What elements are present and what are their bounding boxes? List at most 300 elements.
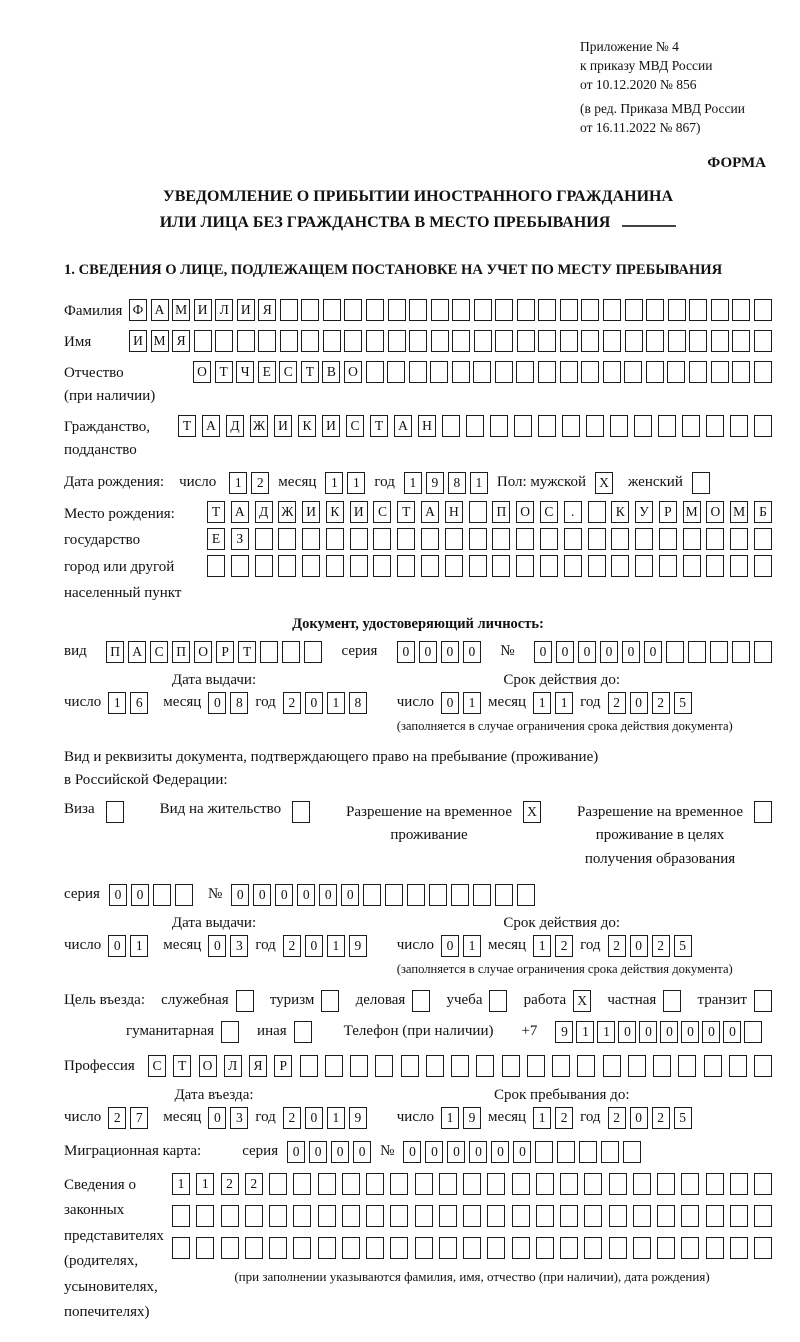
char-cell[interactable] [415, 1237, 433, 1259]
char-cell[interactable] [463, 1237, 481, 1259]
char-cell[interactable]: Д [226, 415, 244, 437]
char-cell[interactable] [474, 299, 492, 321]
char-cell[interactable]: 0 [639, 1021, 657, 1043]
char-cell[interactable] [318, 1237, 336, 1259]
char-cell[interactable]: М [151, 330, 169, 352]
char-cell[interactable] [754, 1173, 772, 1195]
char-cell[interactable] [463, 1173, 481, 1195]
char-cell[interactable] [269, 1205, 287, 1227]
char-cell[interactable] [430, 361, 448, 383]
char-cell[interactable] [304, 641, 322, 663]
char-cell[interactable]: 3 [230, 935, 248, 957]
char-cell[interactable] [278, 555, 296, 577]
char-cell[interactable] [635, 528, 653, 550]
char-cell[interactable] [363, 884, 381, 906]
char-cell[interactable] [581, 330, 599, 352]
char-cell[interactable]: Л [224, 1055, 242, 1077]
char-cell[interactable] [469, 501, 487, 523]
char-cell[interactable]: 1 [327, 935, 345, 957]
char-cell[interactable]: 1 [533, 1107, 551, 1129]
checkbox-cell[interactable] [754, 990, 772, 1012]
char-cell[interactable]: 5 [674, 1107, 692, 1129]
char-cell[interactable] [517, 299, 535, 321]
char-cell[interactable] [175, 884, 193, 906]
char-cell[interactable]: О [193, 361, 211, 383]
char-cell[interactable] [689, 299, 707, 321]
char-cell[interactable] [603, 299, 621, 321]
char-cell[interactable]: П [172, 641, 190, 663]
char-cell[interactable] [350, 528, 368, 550]
char-cell[interactable] [732, 330, 750, 352]
char-cell[interactable] [387, 361, 405, 383]
checkbox-cell[interactable] [692, 472, 710, 494]
char-cell[interactable]: 2 [221, 1173, 239, 1195]
char-cell[interactable] [221, 1237, 239, 1259]
char-cell[interactable] [318, 1205, 336, 1227]
char-cell[interactable] [280, 299, 298, 321]
char-cell[interactable] [269, 1237, 287, 1259]
char-cell[interactable] [609, 1205, 627, 1227]
char-cell[interactable] [668, 299, 686, 321]
char-cell[interactable]: Я [258, 299, 276, 321]
char-cell[interactable] [730, 555, 748, 577]
char-cell[interactable]: И [129, 330, 147, 352]
char-cell[interactable]: Н [418, 415, 436, 437]
char-cell[interactable]: Р [274, 1055, 292, 1077]
char-cell[interactable]: 0 [287, 1141, 305, 1163]
char-cell[interactable]: И [302, 501, 320, 523]
char-cell[interactable]: Д [255, 501, 273, 523]
char-cell[interactable] [625, 330, 643, 352]
char-cell[interactable] [237, 330, 255, 352]
char-cell[interactable] [657, 1237, 675, 1259]
char-cell[interactable] [516, 361, 534, 383]
char-cell[interactable]: 0 [297, 884, 315, 906]
char-cell[interactable]: А [231, 501, 249, 523]
char-cell[interactable] [469, 528, 487, 550]
char-cell[interactable]: 2 [245, 1173, 263, 1195]
char-cell[interactable] [744, 1021, 762, 1043]
char-cell[interactable] [153, 884, 171, 906]
char-cell[interactable] [445, 528, 463, 550]
char-cell[interactable] [635, 555, 653, 577]
char-cell[interactable] [536, 1237, 554, 1259]
char-cell[interactable] [754, 555, 772, 577]
char-cell[interactable]: П [492, 501, 510, 523]
char-cell[interactable]: Е [207, 528, 225, 550]
char-cell[interactable]: А [202, 415, 220, 437]
checkbox-cell[interactable]: X [595, 472, 613, 494]
char-cell[interactable]: Ф [129, 299, 147, 321]
char-cell[interactable] [280, 330, 298, 352]
char-cell[interactable]: О [706, 501, 724, 523]
char-cell[interactable] [375, 1055, 393, 1077]
char-cell[interactable] [344, 299, 362, 321]
char-cell[interactable] [385, 884, 403, 906]
char-cell[interactable]: 9 [555, 1021, 573, 1043]
char-cell[interactable]: 0 [397, 641, 415, 663]
char-cell[interactable]: 2 [555, 1107, 573, 1129]
char-cell[interactable]: 0 [447, 1141, 465, 1163]
char-cell[interactable] [474, 330, 492, 352]
checkbox-cell[interactable] [489, 990, 507, 1012]
char-cell[interactable]: 1 [463, 935, 481, 957]
checkbox-cell[interactable] [236, 990, 254, 1012]
char-cell[interactable] [490, 415, 508, 437]
char-cell[interactable] [451, 884, 469, 906]
char-cell[interactable]: 2 [251, 472, 269, 494]
char-cell[interactable] [196, 1237, 214, 1259]
char-cell[interactable] [495, 299, 513, 321]
char-cell[interactable] [564, 555, 582, 577]
char-cell[interactable] [326, 528, 344, 550]
char-cell[interactable] [681, 1205, 699, 1227]
char-cell[interactable] [668, 330, 686, 352]
char-cell[interactable] [584, 1173, 602, 1195]
char-cell[interactable]: 1 [325, 472, 343, 494]
char-cell[interactable] [293, 1205, 311, 1227]
char-cell[interactable] [366, 299, 384, 321]
char-cell[interactable] [397, 528, 415, 550]
char-cell[interactable] [255, 528, 273, 550]
char-cell[interactable] [588, 528, 606, 550]
char-cell[interactable]: М [683, 501, 701, 523]
char-cell[interactable] [601, 1141, 619, 1163]
char-cell[interactable]: 1 [108, 692, 126, 714]
char-cell[interactable] [706, 555, 724, 577]
char-cell[interactable]: 0 [305, 692, 323, 714]
char-cell[interactable] [682, 415, 700, 437]
char-cell[interactable] [366, 1205, 384, 1227]
char-cell[interactable] [754, 1237, 772, 1259]
checkbox-cell[interactable] [292, 801, 310, 823]
char-cell[interactable] [325, 1055, 343, 1077]
char-cell[interactable] [588, 555, 606, 577]
char-cell[interactable] [588, 501, 606, 523]
char-cell[interactable] [342, 1173, 360, 1195]
char-cell[interactable]: 0 [644, 641, 662, 663]
char-cell[interactable] [560, 1205, 578, 1227]
char-cell[interactable]: 1 [347, 472, 365, 494]
char-cell[interactable]: 0 [275, 884, 293, 906]
char-cell[interactable]: М [730, 501, 748, 523]
char-cell[interactable] [659, 528, 677, 550]
char-cell[interactable]: 2 [283, 935, 301, 957]
char-cell[interactable]: С [540, 501, 558, 523]
char-cell[interactable] [469, 555, 487, 577]
char-cell[interactable]: 0 [341, 884, 359, 906]
char-cell[interactable] [245, 1237, 263, 1259]
char-cell[interactable]: И [350, 501, 368, 523]
char-cell[interactable] [560, 361, 578, 383]
char-cell[interactable] [688, 641, 706, 663]
char-cell[interactable] [487, 1173, 505, 1195]
char-cell[interactable]: А [421, 501, 439, 523]
char-cell[interactable]: 2 [608, 1107, 626, 1129]
char-cell[interactable] [732, 361, 750, 383]
char-cell[interactable] [552, 1055, 570, 1077]
char-cell[interactable] [609, 1173, 627, 1195]
char-cell[interactable]: С [150, 641, 168, 663]
char-cell[interactable]: О [194, 641, 212, 663]
char-cell[interactable] [318, 1173, 336, 1195]
char-cell[interactable] [710, 641, 728, 663]
char-cell[interactable]: В [322, 361, 340, 383]
char-cell[interactable]: 2 [652, 692, 670, 714]
char-cell[interactable] [706, 1173, 724, 1195]
checkbox-cell[interactable]: X [523, 801, 541, 823]
char-cell[interactable] [487, 1237, 505, 1259]
char-cell[interactable]: А [128, 641, 146, 663]
char-cell[interactable] [350, 1055, 368, 1077]
char-cell[interactable]: 5 [674, 935, 692, 957]
char-cell[interactable] [278, 528, 296, 550]
char-cell[interactable] [646, 361, 664, 383]
char-cell[interactable] [711, 299, 729, 321]
char-cell[interactable]: 0 [534, 641, 552, 663]
char-cell[interactable] [633, 1173, 651, 1195]
char-cell[interactable] [342, 1205, 360, 1227]
char-cell[interactable] [388, 299, 406, 321]
char-cell[interactable] [562, 415, 580, 437]
char-cell[interactable] [540, 555, 558, 577]
char-cell[interactable] [415, 1173, 433, 1195]
char-cell[interactable] [538, 299, 556, 321]
char-cell[interactable] [586, 415, 604, 437]
char-cell[interactable]: 1 [597, 1021, 615, 1043]
char-cell[interactable] [426, 1055, 444, 1077]
char-cell[interactable] [269, 1173, 287, 1195]
char-cell[interactable] [390, 1173, 408, 1195]
char-cell[interactable]: 0 [109, 884, 127, 906]
char-cell[interactable]: 0 [331, 1141, 349, 1163]
char-cell[interactable] [527, 1055, 545, 1077]
char-cell[interactable]: Н [445, 501, 463, 523]
char-cell[interactable] [445, 555, 463, 577]
char-cell[interactable]: 0 [491, 1141, 509, 1163]
char-cell[interactable]: 0 [231, 884, 249, 906]
char-cell[interactable]: 0 [441, 692, 459, 714]
char-cell[interactable]: К [298, 415, 316, 437]
char-cell[interactable] [473, 884, 491, 906]
char-cell[interactable] [564, 528, 582, 550]
char-cell[interactable]: 1 [229, 472, 247, 494]
char-cell[interactable]: 1 [441, 1107, 459, 1129]
char-cell[interactable] [581, 361, 599, 383]
char-cell[interactable] [730, 1237, 748, 1259]
char-cell[interactable] [452, 330, 470, 352]
char-cell[interactable]: Т [215, 361, 233, 383]
char-cell[interactable]: С [346, 415, 364, 437]
char-cell[interactable] [172, 1205, 190, 1227]
char-cell[interactable]: О [344, 361, 362, 383]
char-cell[interactable] [260, 641, 278, 663]
char-cell[interactable]: 1 [576, 1021, 594, 1043]
char-cell[interactable] [487, 1205, 505, 1227]
char-cell[interactable] [388, 330, 406, 352]
char-cell[interactable]: Т [178, 415, 196, 437]
char-cell[interactable] [194, 330, 212, 352]
char-cell[interactable] [502, 1055, 520, 1077]
char-cell[interactable] [342, 1237, 360, 1259]
char-cell[interactable] [666, 641, 684, 663]
char-cell[interactable]: 1 [533, 935, 551, 957]
char-cell[interactable]: И [237, 299, 255, 321]
char-cell[interactable] [610, 415, 628, 437]
char-cell[interactable] [754, 361, 772, 383]
char-cell[interactable] [516, 528, 534, 550]
char-cell[interactable] [584, 1205, 602, 1227]
char-cell[interactable]: К [326, 501, 344, 523]
checkbox-cell[interactable] [294, 1021, 312, 1043]
char-cell[interactable] [730, 1205, 748, 1227]
char-cell[interactable] [231, 555, 249, 577]
char-cell[interactable]: 0 [630, 1107, 648, 1129]
char-cell[interactable] [536, 1205, 554, 1227]
char-cell[interactable]: 0 [253, 884, 271, 906]
char-cell[interactable]: 2 [283, 1107, 301, 1129]
char-cell[interactable] [689, 361, 707, 383]
char-cell[interactable]: 1 [327, 1107, 345, 1129]
char-cell[interactable]: И [194, 299, 212, 321]
char-cell[interactable] [706, 1205, 724, 1227]
char-cell[interactable] [442, 415, 460, 437]
char-cell[interactable] [754, 415, 772, 437]
checkbox-cell[interactable] [106, 801, 124, 823]
char-cell[interactable] [366, 361, 384, 383]
char-cell[interactable]: А [151, 299, 169, 321]
char-cell[interactable]: 0 [305, 935, 323, 957]
char-cell[interactable] [301, 330, 319, 352]
char-cell[interactable]: 0 [353, 1141, 371, 1163]
char-cell[interactable]: 2 [108, 1107, 126, 1129]
char-cell[interactable] [535, 1141, 553, 1163]
char-cell[interactable]: 2 [608, 935, 626, 957]
char-cell[interactable] [706, 528, 724, 550]
char-cell[interactable] [633, 1237, 651, 1259]
char-cell[interactable] [390, 1237, 408, 1259]
char-cell[interactable] [609, 1237, 627, 1259]
char-cell[interactable]: П [106, 641, 124, 663]
char-cell[interactable] [538, 330, 556, 352]
char-cell[interactable] [407, 884, 425, 906]
char-cell[interactable] [678, 1055, 696, 1077]
char-cell[interactable] [560, 1237, 578, 1259]
char-cell[interactable] [293, 1237, 311, 1259]
char-cell[interactable] [681, 1237, 699, 1259]
char-cell[interactable]: 0 [441, 935, 459, 957]
char-cell[interactable] [196, 1205, 214, 1227]
char-cell[interactable] [560, 299, 578, 321]
char-cell[interactable]: Б [754, 501, 772, 523]
char-cell[interactable] [560, 330, 578, 352]
char-cell[interactable]: 0 [208, 1107, 226, 1129]
char-cell[interactable]: Ж [250, 415, 268, 437]
char-cell[interactable]: 9 [463, 1107, 481, 1129]
char-cell[interactable] [625, 299, 643, 321]
char-cell[interactable] [689, 330, 707, 352]
char-cell[interactable] [452, 361, 470, 383]
char-cell[interactable] [421, 528, 439, 550]
char-cell[interactable]: Е [258, 361, 276, 383]
char-cell[interactable] [492, 528, 510, 550]
char-cell[interactable] [581, 299, 599, 321]
char-cell[interactable]: 0 [622, 641, 640, 663]
char-cell[interactable]: Т [397, 501, 415, 523]
char-cell[interactable] [754, 1055, 772, 1077]
char-cell[interactable] [611, 528, 629, 550]
char-cell[interactable] [557, 1141, 575, 1163]
char-cell[interactable] [495, 361, 513, 383]
char-cell[interactable]: Т [370, 415, 388, 437]
char-cell[interactable] [633, 1205, 651, 1227]
char-cell[interactable] [706, 1237, 724, 1259]
char-cell[interactable]: 1 [470, 472, 488, 494]
char-cell[interactable] [754, 299, 772, 321]
char-cell[interactable] [560, 1173, 578, 1195]
char-cell[interactable]: 0 [702, 1021, 720, 1043]
char-cell[interactable] [706, 415, 724, 437]
char-cell[interactable] [473, 361, 491, 383]
char-cell[interactable] [646, 330, 664, 352]
char-cell[interactable] [657, 1173, 675, 1195]
char-cell[interactable] [451, 1055, 469, 1077]
char-cell[interactable] [258, 330, 276, 352]
char-cell[interactable]: 8 [230, 692, 248, 714]
char-cell[interactable] [754, 641, 772, 663]
checkbox-cell[interactable] [412, 990, 430, 1012]
char-cell[interactable]: 5 [674, 692, 692, 714]
char-cell[interactable] [658, 415, 676, 437]
char-cell[interactable] [657, 1205, 675, 1227]
checkbox-cell[interactable] [663, 990, 681, 1012]
char-cell[interactable]: С [279, 361, 297, 383]
char-cell[interactable]: Я [172, 330, 190, 352]
char-cell[interactable] [704, 1055, 722, 1077]
char-cell[interactable] [344, 330, 362, 352]
char-cell[interactable]: 1 [327, 692, 345, 714]
char-cell[interactable]: 0 [305, 1107, 323, 1129]
char-cell[interactable]: Т [173, 1055, 191, 1077]
char-cell[interactable] [172, 1237, 190, 1259]
char-cell[interactable] [512, 1173, 530, 1195]
char-cell[interactable] [429, 884, 447, 906]
char-cell[interactable]: 2 [608, 692, 626, 714]
char-cell[interactable]: 0 [419, 641, 437, 663]
char-cell[interactable]: 1 [555, 692, 573, 714]
char-cell[interactable]: 0 [208, 692, 226, 714]
char-cell[interactable] [373, 528, 391, 550]
char-cell[interactable] [221, 1205, 239, 1227]
checkbox-cell[interactable] [221, 1021, 239, 1043]
char-cell[interactable] [255, 555, 273, 577]
char-cell[interactable]: 0 [660, 1021, 678, 1043]
char-cell[interactable]: Ч [236, 361, 254, 383]
char-cell[interactable] [512, 1205, 530, 1227]
char-cell[interactable] [624, 361, 642, 383]
char-cell[interactable] [711, 361, 729, 383]
char-cell[interactable]: И [274, 415, 292, 437]
char-cell[interactable]: 0 [469, 1141, 487, 1163]
char-cell[interactable] [373, 555, 391, 577]
char-cell[interactable] [302, 528, 320, 550]
char-cell[interactable] [634, 415, 652, 437]
char-cell[interactable]: Л [215, 299, 233, 321]
char-cell[interactable]: 0 [309, 1141, 327, 1163]
char-cell[interactable] [516, 555, 534, 577]
char-cell[interactable]: 1 [533, 692, 551, 714]
char-cell[interactable] [466, 415, 484, 437]
